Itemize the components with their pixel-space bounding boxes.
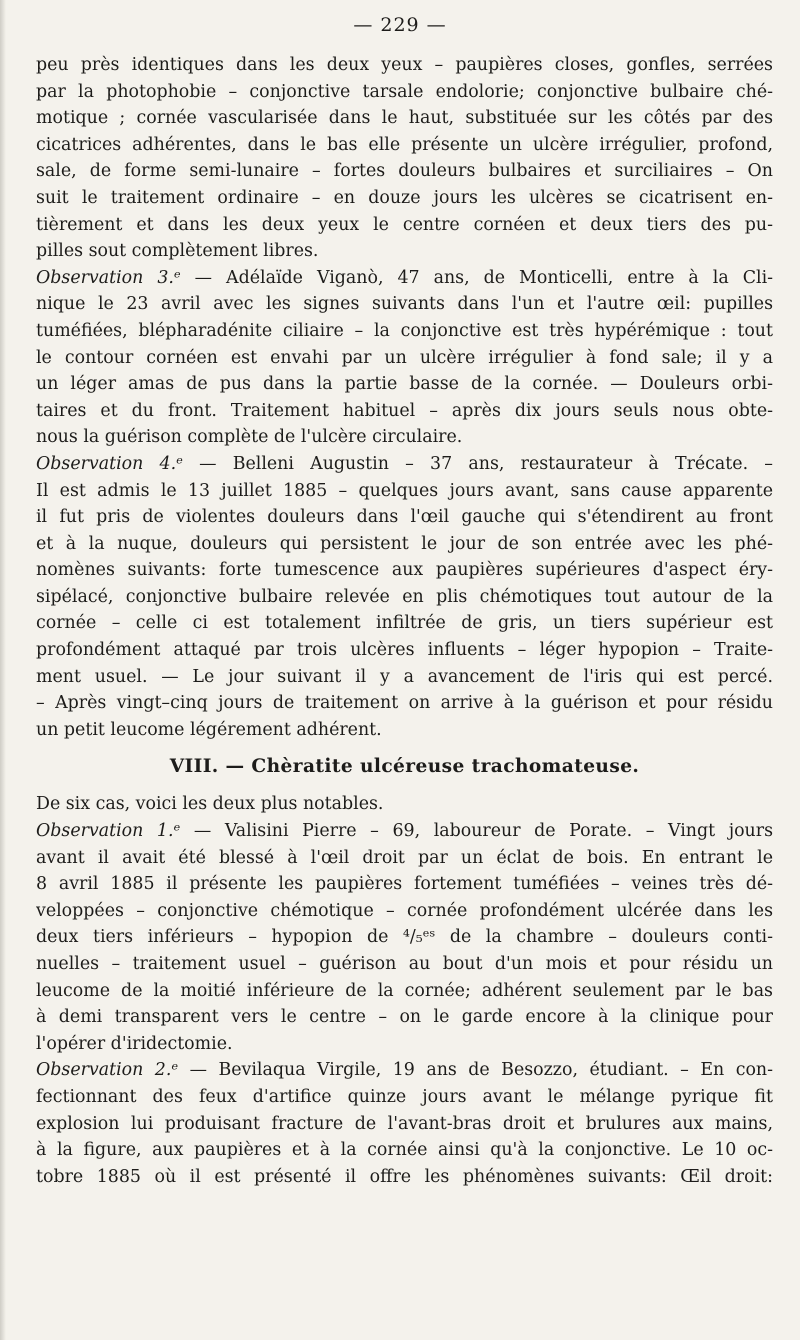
text-line: tobre 1885 où il est présenté il offre les phénomènes suivants: Œil droit: bbox=[36, 1166, 773, 1187]
page-body bbox=[36, 52, 773, 1190]
section-heading: VIII. — Chèratite ulcéreuse trachomateuse. bbox=[169, 756, 640, 778]
observation-4-first-line bbox=[36, 451, 773, 478]
text-fragment: — Belleni Augustin – 37 ans, restaurateur à Trécate. – bbox=[182, 453, 773, 474]
text-line: peu près identiques dans les deux yeux – paupières closes, gonfles, serrées bbox=[36, 55, 773, 75]
observation-3-label: Observation 3.ᵉ bbox=[36, 267, 181, 288]
text-line: fectionnant des feux d'artifice quinze jours avant le mélange pyrique fit bbox=[36, 1086, 773, 1107]
text-line: l'opérer d'iridectomie. bbox=[36, 1033, 233, 1054]
text-line: nique le 23 avril avec les signes suivants dans l'un et l'autre œil: pupilles bbox=[36, 294, 773, 315]
observation-2-label: Observation 2.ᵉ bbox=[36, 1060, 179, 1081]
text-line: deux tiers inférieurs – hypopion de ⁴/₅ᵉˢ de la chambre – douleurs conti- bbox=[36, 927, 773, 948]
text-line: un petit leucome légérement adhérent. bbox=[36, 719, 382, 740]
text-line: ment usuel. — Le jour suivant il y a avancement de l'iris qui est percé. bbox=[36, 666, 773, 687]
text-line: nuelles – traitement usuel – guérison au bout d'un mois et pour résidu un bbox=[36, 954, 773, 974]
text-line: profondément attaqué par trois ulcères influents – léger hypopion – Traite- bbox=[36, 640, 773, 661]
text-line: cornée – celle ci est totalement infiltrée de gris, un tiers supérieur est bbox=[36, 613, 773, 634]
text-line: sipélacé, conjonctive bulbaire relevée en plis chémotiques tout autour de la bbox=[36, 586, 773, 607]
text-line: explosion lui produisant fracture de l'avant-bras droit et brulures aux mains, bbox=[36, 1113, 773, 1134]
text-line: suit le traitement ordinaire – en douze jours les ulcères se cicatrisent en- bbox=[36, 187, 773, 208]
observation-4-label: Observation 4.ᵉ bbox=[36, 453, 183, 474]
text-line: cicatrices adhérentes, dans le bas elle présente un ulcère irrégulier, profond, bbox=[36, 134, 773, 155]
text-line: 8 avril 1885 il présente les paupières fortement tuméfiées – veines très dé- bbox=[36, 874, 773, 895]
text-line: un léger amas de pus dans la partie basse de la cornée. — Douleurs orbi- bbox=[36, 374, 773, 395]
text-line: sale, de forme semi-lunaire – fortes douleurs bulbaires et surciliaires – On bbox=[36, 161, 773, 182]
text-line: motique ; cornée vascularisée dans le haut, substituée sur les côtés par des bbox=[36, 108, 773, 129]
text-line: nous la guérison complète de l'ulcère circulaire. bbox=[36, 427, 463, 448]
text-line: et à la nuque, douleurs qui persistent le jour de son entrée avec les phé- bbox=[36, 533, 773, 554]
text-line: à demi transparent vers le centre – on le garde encore à la clinique pour bbox=[36, 1007, 773, 1028]
text-fragment: — Valisini Pierre – 69, laboureur de Porate. – Vingt jours bbox=[180, 821, 773, 842]
text-fragment: — Bevilaqua Virgile, 19 ans de Besozzo, étudiant. – En con- bbox=[178, 1060, 773, 1081]
text-line: taires et du front. Traitement habituel – après dix jours seuls nous obte- bbox=[36, 400, 773, 421]
text-line: il fut pris de violentes douleurs dans l'œil gauche qui s'étendirent au front bbox=[36, 507, 773, 528]
text-line: à la figure, aux paupières et à la cornée ainsi qu'à la conjonctive. Le 10 oc- bbox=[36, 1140, 773, 1161]
observation-1-label: Observation 1.ᵉ bbox=[36, 821, 181, 842]
text-line: le contour cornéen est envahi par un ulcère irrégulier à fond sale; il y a bbox=[36, 347, 773, 368]
text-line: – Après vingt–cinq jours de traitement on arrive à la guérison et pour résidu bbox=[36, 693, 773, 714]
text-line: veloppées – conjonctive chémotique – cornée profondément ulcérée dans les bbox=[36, 900, 773, 921]
observation-3-first-line bbox=[36, 265, 773, 292]
text-line: tièrement et dans les deux yeux le centre cornéen et deux tiers des pu- bbox=[36, 214, 773, 235]
scan-edge bbox=[0, 0, 6, 1340]
observation-1-first-line bbox=[36, 818, 773, 845]
section-intro: De six cas, voici les deux plus notables. bbox=[36, 794, 384, 815]
text-line: leucome de la moitié inférieure de la cornée; adhérent seulement par le bas bbox=[36, 980, 773, 1001]
text-line: avant il avait été blessé à l'œil droit par un éclat de bois. En entrant le bbox=[36, 847, 773, 868]
text-line: par la photophobie – conjonctive tarsale endolorie; conjonctive bulbaire ché- bbox=[36, 81, 773, 102]
text-line: pilles sout complètement libres. bbox=[36, 241, 319, 262]
observation-2-first-line bbox=[36, 1057, 773, 1084]
page-number: — 229 — bbox=[353, 14, 447, 36]
text-line: Il est admis le 13 juillet 1885 – quelques jours avant, sans cause apparente bbox=[36, 480, 773, 501]
text-line: tuméfiées, blépharadénite ciliaire – la conjonctive est très hypérémique : tout bbox=[36, 320, 773, 341]
text-fragment: — Adélaïde Viganò, 47 ans, de Monticelli, entre à la Cli- bbox=[180, 267, 773, 288]
text-line: nomènes suivants: forte tumescence aux paupières supérieures d'aspect éry- bbox=[36, 560, 773, 581]
